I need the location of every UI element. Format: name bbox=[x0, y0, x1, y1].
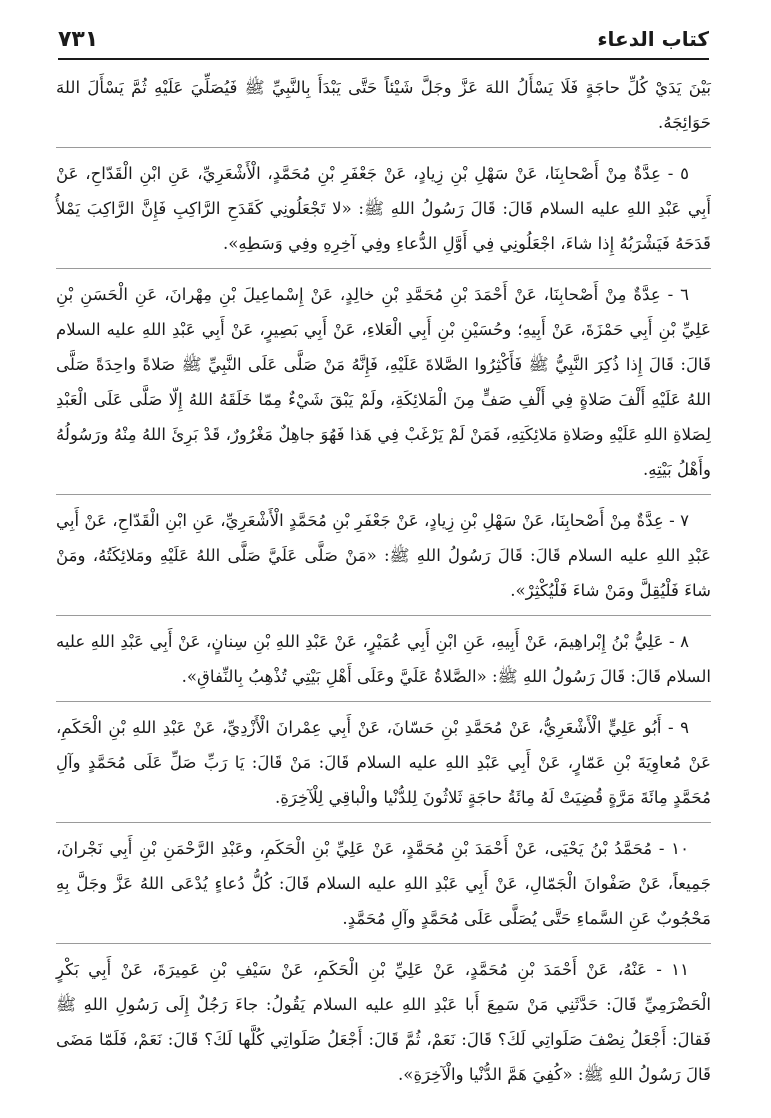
hadith-8: ٨ - عَلِيُّ بْنُ إِبْراهِيمَ، عَنْ أَبِيهِ، عَنِ ابْنِ أَبِي عُمَيْرٍ، عَنْ عَبْدِ اللهِ بْنِ سِنانٍ، عَنْ أَبِي عَبْدِ اللهِ عليه السلام قَالَ: قَالَ رَسُولُ اللهِ ﷺ: «الصَّلاةُ عَلَيَّ وعَلَى أَهْلِ بَيْتِي تُذْهِبُ بِالنِّفاقِ». bbox=[56, 632, 711, 686]
paragraph-divider bbox=[56, 268, 711, 269]
paragraph-divider bbox=[56, 147, 711, 148]
page-header bbox=[58, 22, 709, 56]
hadith-6: ٦ - عِدَّةٌ مِنْ أَصْحابِنَا، عَنْ أَحْمَدَ بْنِ مُحَمَّدِ بْنِ خالِدٍ، عَنْ إِسْماعِيلَ بْنِ مِهْرانَ، عَنِ الْحَسَنِ بْنِ عَلِيِّ بْنِ أَبِي حَمْزَةَ، عَنْ أَبِيهِ؛ وحُسَيْنِ بْنِ أَبِي الْعَلاءِ، عَنْ أَبِي بَصِيرٍ، عَنْ أَبِي عَبْدِ اللهِ عليه السلام قَالَ: قَالَ إِذا ذُكِرَ النَّبِيُّ ﷺ فَأَكْثِرُوا الصَّلاةَ عَلَيْهِ، فَإِنَّهُ مَنْ صَلَّى عَلَى النَّبِيِّ ﷺ صَلاةً واحِدَةً صَلَّى اللهُ عَلَيْهِ أَلْفَ صَلاةٍ فِي أَلْفِ صَفٍّ مِنَ الْمَلائِكَةِ، ولَمْ يَبْقَ شَيْءٌ مِمّا خَلَقَهُ اللهُ إِلّا صَلَّى عَلَى الْعَبْدِ لِصَلاةِ اللهِ عَلَيْهِ وصَلاةِ مَلائِكَتِهِ، فَمَنْ لَمْ يَرْغَبْ فِي هَذا فَهُوَ جاهِلٌ مَغْرُورٌ، قَدْ بَرِئَ اللهُ مِنْهُ ورَسُولُهُ وأَهْلُ بَيْتِهِ. bbox=[56, 285, 711, 479]
paragraph-divider bbox=[56, 943, 711, 944]
page-body bbox=[56, 70, 711, 1099]
hadith-9: ٩ - أَبُو عَلِيٍّ الْأَشْعَرِيُّ، عَنْ مُحَمَّدِ بْنِ حَسّانَ، عَنْ أَبِي عِمْرانَ الْأَزْدِيِّ، عَنْ عَبْدِ اللهِ بْنِ الْحَكَمِ، عَنْ مُعاوِيَةَ بْنِ عَمّارٍ، عَنْ أَبِي عَبْدِ اللهِ عليه السلام قَالَ: مَنْ قَالَ: يَا رَبِّ صَلِّ عَلَى مُحَمَّدٍ وآلِ مُحَمَّدٍ مِائَةَ مَرَّةٍ قُضِيَتْ لَهُ مِائَةُ حاجَةٍ ثَلاثُونَ لِلدُّنْيا والْباقِي لِلْآخِرَةِ. bbox=[56, 718, 711, 807]
book-title: كتاب الدعاء bbox=[597, 27, 709, 51]
paragraph-divider bbox=[56, 615, 711, 616]
hadith-11: ١١ - عَنْهُ، عَنْ أَحْمَدَ بْنِ مُحَمَّدٍ، عَنْ عَلِيِّ بْنِ الْحَكَمِ، عَنْ سَيْفِ بْنِ عَمِيرَةَ، عَنْ أَبِي بَكْرٍ الْحَضْرَمِيِّ قَالَ: حَدَّثَنِي مَنْ سَمِعَ أَبا عَبْدِ اللهِ عليه السلام يَقُولُ: جاءَ رَجُلٌ إِلَى رَسُولِ اللهِ ﷺ فَقالَ: أَجْعَلُ نِصْفَ صَلَواتِي لَكَ؟ قَالَ: نَعَمْ، ثُمَّ قَالَ: أَجْعَلُ صَلَواتِي كُلَّها لَكَ؟ قَالَ: نَعَمْ، فَلَمّا مَضَى قَالَ رَسُولُ اللهِ ﷺ: «كُفِيَ هَمَّ الدُّنْيا والْآخِرَةِ». bbox=[56, 960, 711, 1084]
paragraph-divider bbox=[56, 701, 711, 702]
hadith-7: ٧ - عِدَّةٌ مِنْ أَصْحابِنَا، عَنْ سَهْلِ بْنِ زِيادٍ، عَنْ جَعْفَرِ بْنِ مُحَمَّدٍ الْأَشْعَرِيِّ، عَنِ ابْنِ الْقَدّاحِ، عَنْ أَبِي عَبْدِ اللهِ عليه السلام قَالَ: قَالَ رَسُولُ اللهِ ﷺ: «مَنْ صَلَّى عَلَيَّ صَلَّى اللهُ عَلَيْهِ ومَلائِكَتُهُ، ومَنْ شاءَ فَلْيُقِلَّ ومَنْ شاءَ فَلْيُكْثِرْ». bbox=[56, 511, 711, 600]
hadith-10: ١٠ - مُحَمَّدُ بْنُ يَحْيَى، عَنْ أَحْمَدَ بْنِ مُحَمَّدٍ، عَنْ عَلِيِّ بْنِ الْحَكَمِ، وعَبْدِ الرَّحْمَنِ بْنِ أَبِي نَجْرانَ، جَمِيعاً، عَنْ صَفْوانَ الْجَمّالِ، عَنْ أَبِي عَبْدِ اللهِ عليه السلام قَالَ: كُلُّ دُعاءٍ يُدْعَى اللهُ عَزَّ وجَلَّ بِهِ مَحْجُوبٌ عَنِ السَّماءِ حَتَّى يُصَلَّى عَلَى مُحَمَّدٍ وآلِ مُحَمَّدٍ. bbox=[56, 839, 711, 928]
paragraph-continuation: بَيْنَ يَدَيْ كُلِّ حاجَةٍ فَلَا يَسْأَلُ اللهَ عَزَّ وجَلَّ شَيْئاً حَتَّى يَبْدَأَ بِالنَّبِيِّ ﷺ فَيُصَلِّيَ عَلَيْهِ ثُمَّ يَسْأَلَ اللهَ حَوَائِجَهُ. bbox=[56, 78, 711, 132]
header-rule bbox=[58, 58, 709, 60]
page-number: ٧٣١ bbox=[58, 26, 99, 52]
paragraph-divider bbox=[56, 494, 711, 495]
paragraph-divider bbox=[56, 822, 711, 823]
hadith-5: ٥ - عِدَّةٌ مِنْ أَصْحابِنَا، عَنْ سَهْلِ بْنِ زِيادٍ، عَنْ جَعْفَرِ بْنِ مُحَمَّدٍ، الْأَشْعَرِيِّ، عَنِ ابْنِ الْقَدّاحِ، عَنْ أَبِي عَبْدِ اللهِ عليه السلام قَالَ: قَالَ رَسُولُ اللهِ ﷺ: «لا تَجْعَلُونِي كَقَدَحِ الرَّاكِبِ فَإِنَّ الرَّاكِبَ يَمْلأُ قَدَحَهُ فَيَشْرَبُهُ إِذا شاءَ، اجْعَلُونِي فِي أَوَّلِ الدُّعاءِ وفِي آخِرِهِ وفِي وَسَطِهِ». bbox=[56, 164, 711, 253]
